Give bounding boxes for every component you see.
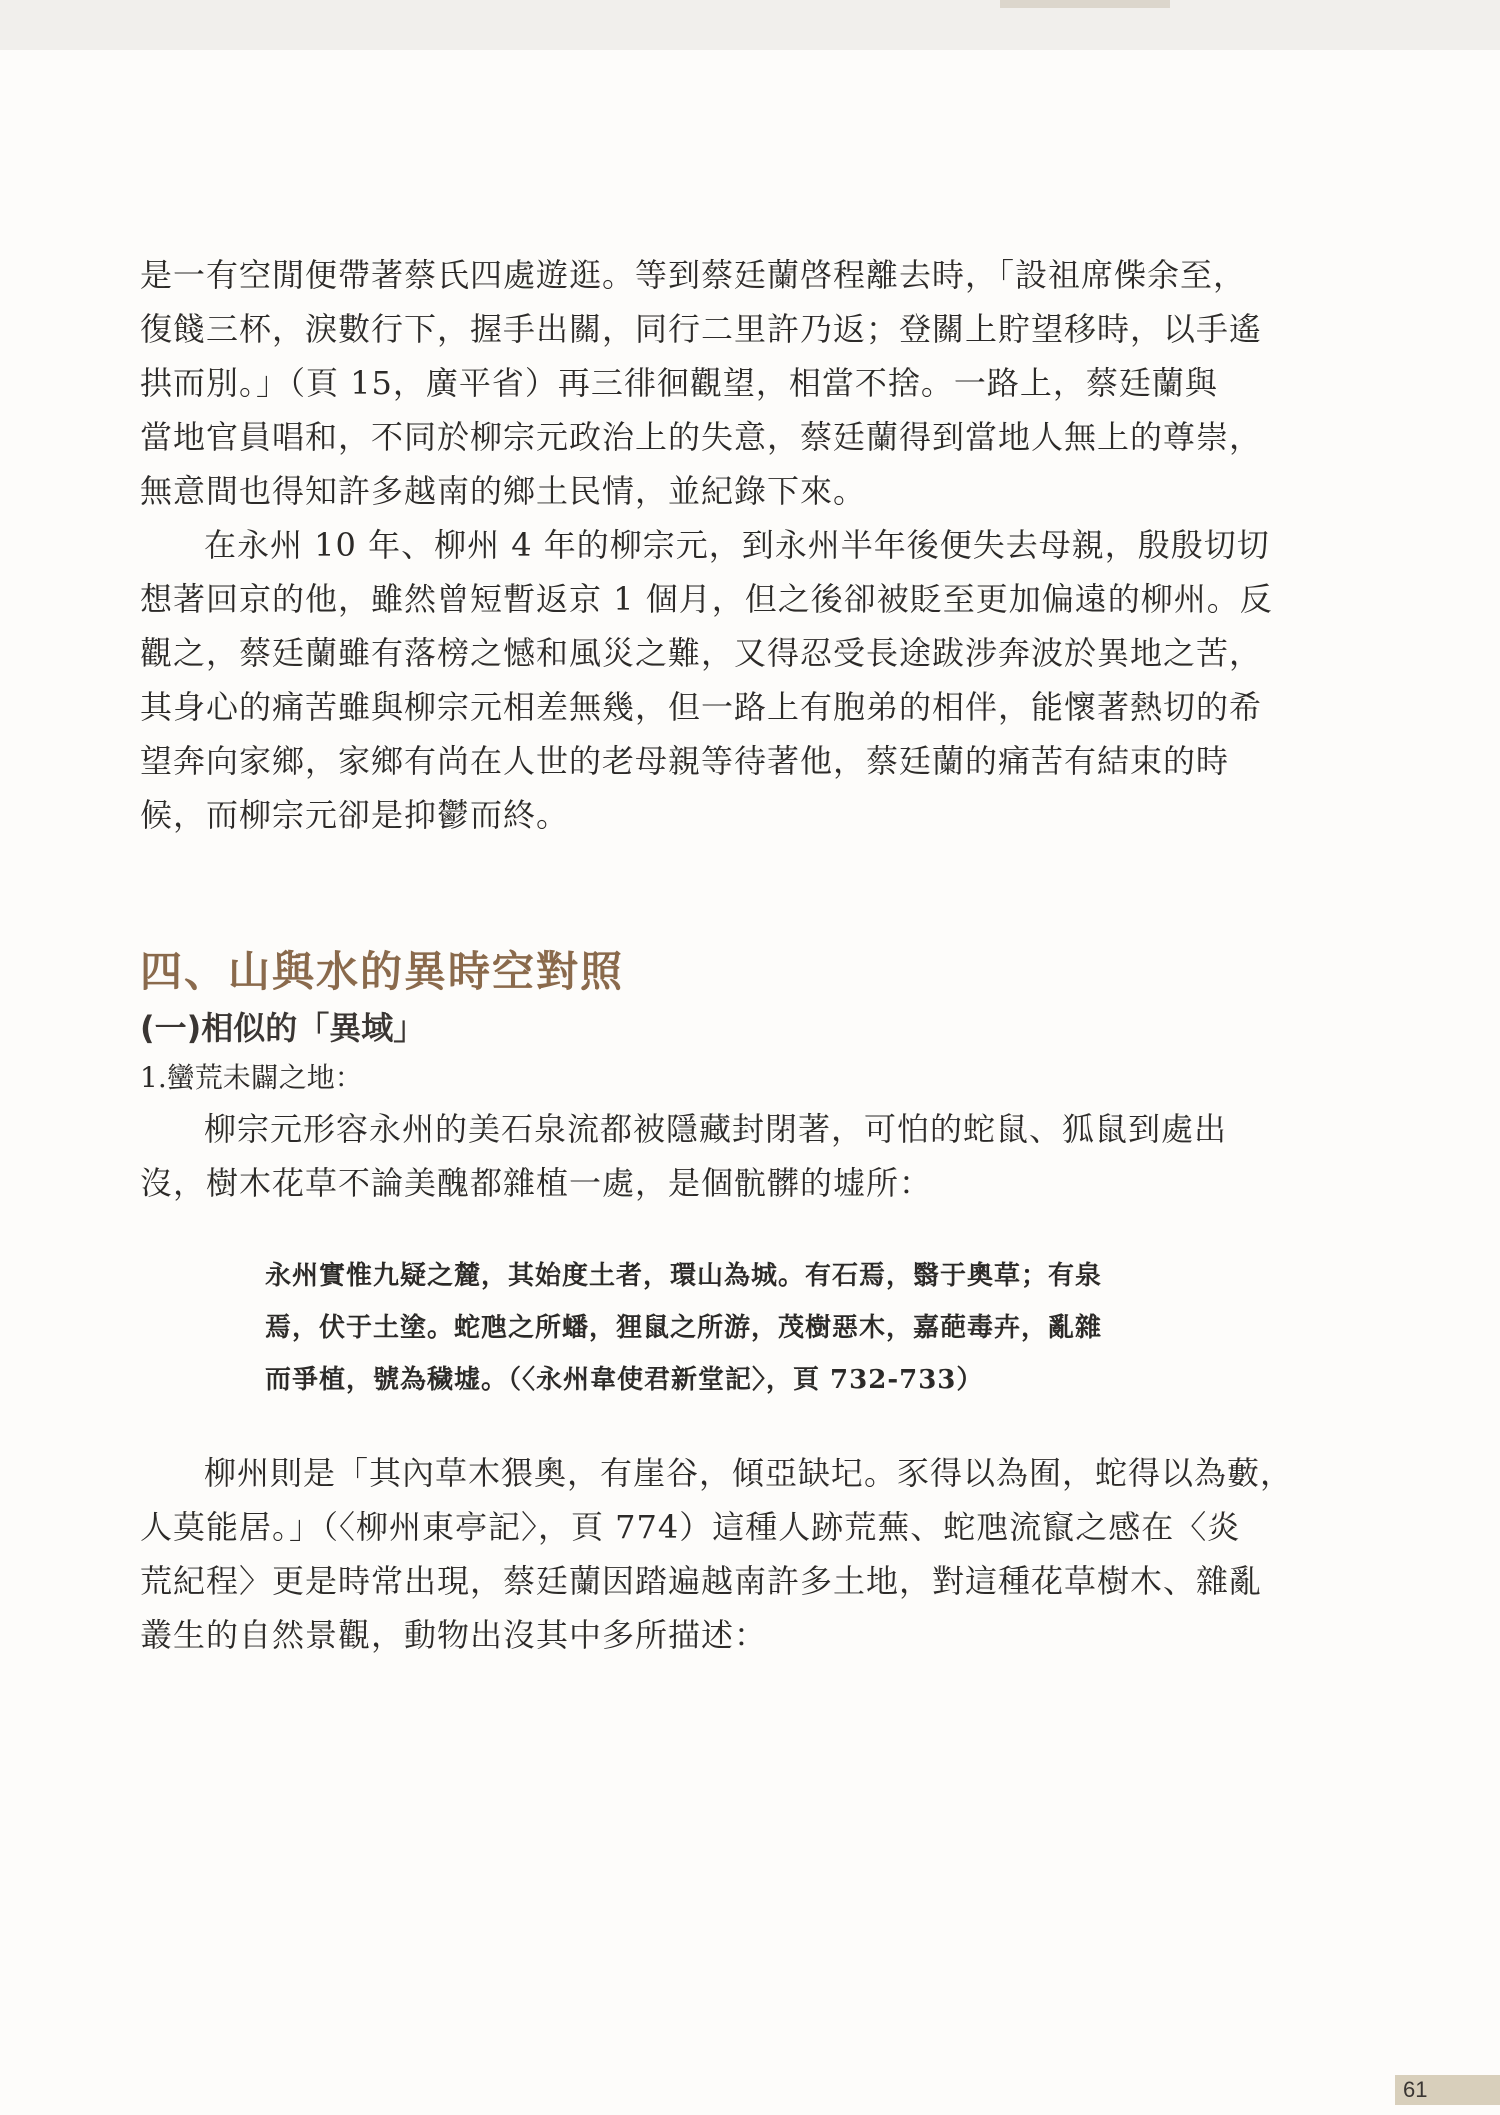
text-line: 人莫能居。」（〈柳州東亭記〉，頁 774）這種人跡荒蕪、蛇虺流竄之感在〈炎 [140,1508,1241,1546]
paragraph-4 [140,1446,1294,1662]
text-line: 復餞三杯，淚數行下，握手出關，同行二里許乃返；登關上貯望移時，以手遙 [140,310,1263,348]
text-line: 是一有空閒便帶著蔡氏四處遊逛。等到蔡廷蘭啓程離去時，「設祖席偨余至， [140,256,1247,294]
paragraph-3 [140,1102,1250,1210]
text-line: 想著回京的他，雖然曾短暫返京 1 個月，但之後卻被貶至更加偏遠的柳州。反 [140,580,1273,618]
text-line: 當地官員唱和，不同於柳宗元政治上的失意，蔡廷蘭得到當地人無上的尊崇， [140,418,1263,456]
quote-line: 永州實惟九疑之麓，其始度土者，環山為城。有石焉，翳于奧草；有泉 [265,1261,1103,1291]
page-content [140,248,1294,1662]
section-title: 四、山與水的異時空對照 [140,947,625,996]
text-line: 望奔向家鄉，家鄉有尚在人世的老母親等待著他，蔡廷蘭的痛苦有結束的時 [140,742,1230,780]
paragraph-2 [140,518,1273,842]
top-band [0,0,1500,50]
text-line: 荒紀程〉更是時常出現，蔡廷蘭因踏遍越南許多土地，對這種花草樹木、雜亂 [140,1562,1263,1600]
page-number: 61 [1395,2075,1500,2105]
text-line: 柳州則是「其內草木猥奧，有崖谷，傾亞缺圮。豕得以為囿，蛇得以為藪， [204,1454,1294,1492]
header-mark [1000,0,1170,8]
text-line: 無意間也得知許多越南的鄉土民情，並紀錄下來。 [140,472,867,510]
block-quote [265,1250,1250,1406]
text-line: 觀之，蔡廷蘭雖有落榜之憾和風災之難，又得忍受長途跋涉奔波於異地之苦， [140,634,1263,672]
text-line: 候，而柳宗元卻是抑鬱而終。 [140,796,570,834]
item-label: 1.蠻荒未闢之地： [140,1061,363,1094]
sub-title: (一)相似的「異域」 [140,1009,426,1047]
quote-line: 焉，伏于土塗。蛇虺之所蟠，狸鼠之所游，茂樹惡木，嘉葩毒卉，亂雜 [265,1313,1103,1343]
text-line: 在永州 10 年、柳州 4 年的柳宗元，到永州半年後便失去母親，殷殷切切 [204,526,1270,564]
text-line: 柳宗元形容永州的美石泉流都被隱藏封閉著，可怕的蛇鼠、狐鼠到處出 [204,1110,1228,1148]
paragraph-1 [140,248,1263,518]
quote-line: 而爭植，號為穢墟。（〈永州韋使君新堂記〉，頁 732-733） [265,1365,984,1395]
text-line: 其身心的痛苦雖與柳宗元相差無幾，但一路上有胞弟的相伴，能懷著熱切的希 [140,688,1263,726]
text-line: 沒，樹木花草不論美醜都雜植一處，是個骯髒的墟所： [140,1164,933,1202]
text-line: 拱而別。」（頁 15，廣平省）再三徘徊觀望，相當不捨。一路上，蔡廷蘭與 [140,364,1218,402]
text-line: 叢生的自然景觀，動物出沒其中多所描述： [140,1616,768,1654]
